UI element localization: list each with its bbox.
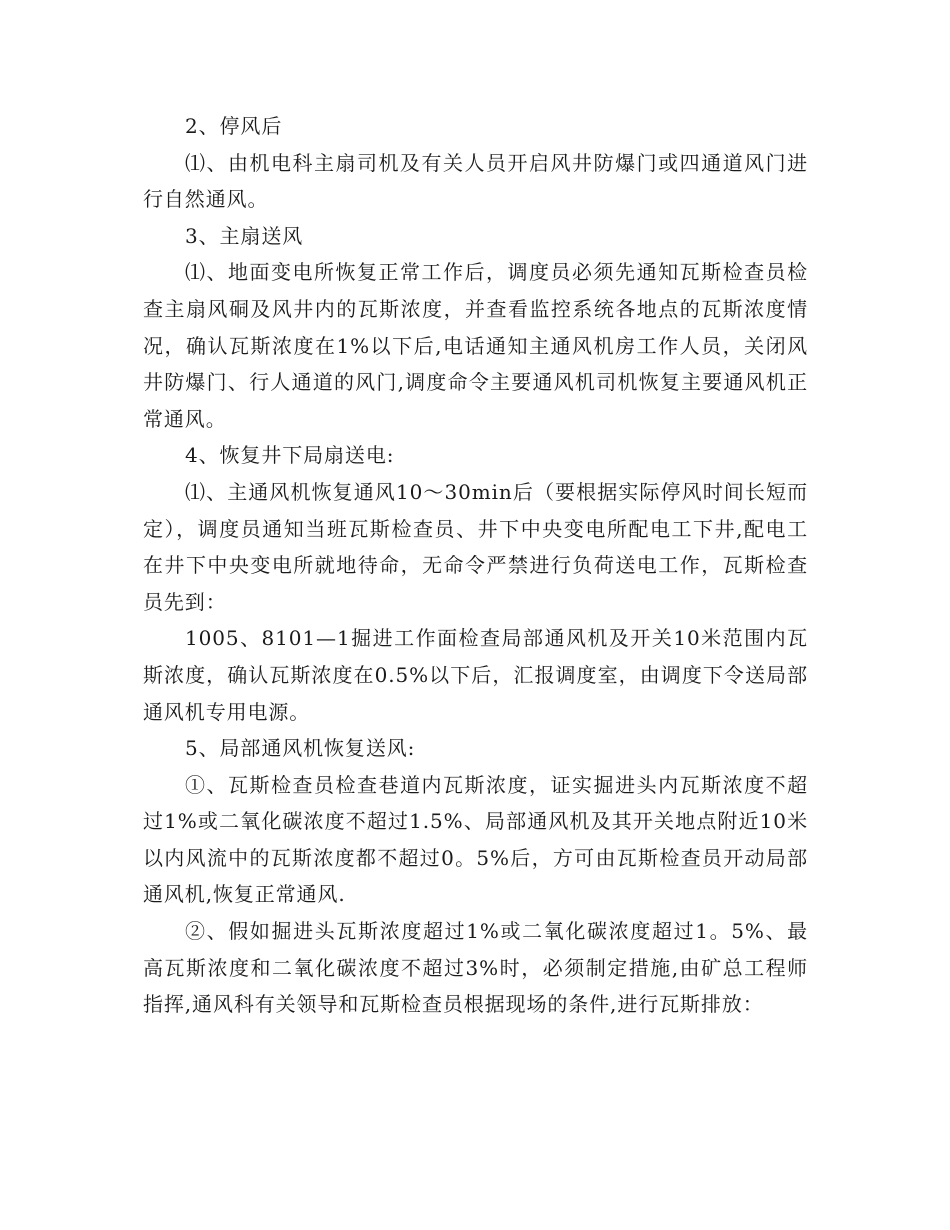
paragraph-main-fan-restore: ⑴、地面变电所恢复正常工作后，调度员必须先通知瓦斯检查员检查主扇风硐及风井内的瓦斯浓度，并查看监控系统各地点的瓦斯浓度情况，确认瓦斯浓度在1%以下后,电话通知主通风机房工作人员，关闭风井防爆门、行人通道的风门,调度命令主要通风机司机恢复主要通风机正常通风。 <box>143 260 808 431</box>
paragraph-gas-check-area: 1005、8101—1掘进工作面检查局部通风机及开关10米范围内瓦斯浓度，确认瓦斯浓度在0.5%以下后，汇报调度室，由调度下令送局部通风机专用电源。 <box>143 626 808 724</box>
paragraph-local-fan-power: ⑴、主通风机恢复通风10～30min后（要根据实际停风时间长短而定），调度员通知当班瓦斯检查员、井下中央变电所配电工下井,配电工在井下中央变电所就地待命，无命令严禁进行负荷送电工作，瓦斯检查员先到： <box>143 479 808 614</box>
section-heading-3: 3、主扇送风 <box>185 223 304 248</box>
section-heading-5: 5、局部通风机恢复送风: <box>185 736 416 761</box>
document-body <box>143 108 808 1023</box>
section-heading-4: 4、恢复井下局扇送电: <box>185 443 395 468</box>
paragraph-resume-ventilation-1: ①、瓦斯检查员检查巷道内瓦斯浓度，证实掘进头内瓦斯浓度不超过1%或二氧化碳浓度不超过1.5%、局部通风机及其开关地点附近10米以内风流中的瓦斯浓度都不超过0。5%后，方可由瓦斯检查员开动局部通风机,恢复正常通风. <box>143 772 808 907</box>
paragraph-natural-ventilation: ⑴、由机电科主扇司机及有关人员开启风井防爆门或四通道风门进行自然通风。 <box>143 150 808 212</box>
paragraph-resume-ventilation-2: ②、假如掘进头瓦斯浓度超过1%或二氧化碳浓度超过1。5%、最高瓦斯浓度和二氧化碳浓度不超过3%时，必须制定措施,由矿总工程师指挥,通风科有关领导和瓦斯检查员根据现场的条件,进行瓦斯排放： <box>143 919 808 1017</box>
section-heading-2: 2、停风后 <box>185 114 283 138</box>
